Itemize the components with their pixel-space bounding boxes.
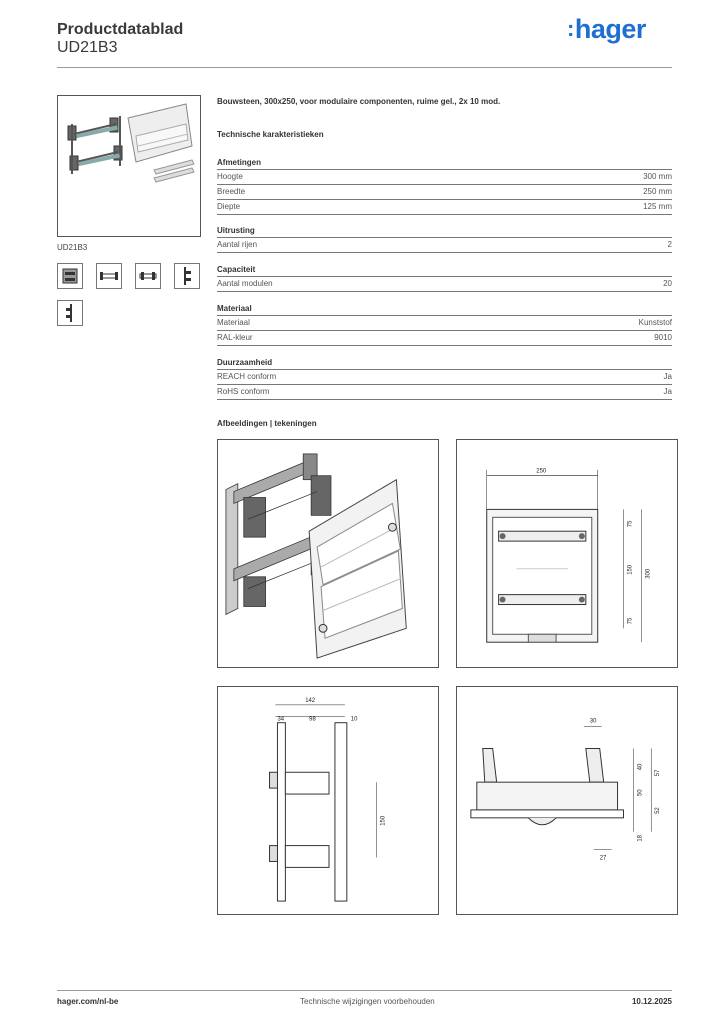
svg-text:75: 75 [627,617,634,625]
section-title: Materiaal [217,304,252,313]
section-title: Duurzaamheid [217,358,273,367]
spec-section-material [217,302,672,346]
product-description: Bouwsteen, 300x250, voor modulaire componenten, ruime gel., 2x 10 mod. [217,97,501,106]
view-side-icon[interactable] [96,263,122,289]
spec-row: REACH conform Ja [217,369,672,384]
spec-row: Aantal modulen 20 [217,276,672,292]
svg-text:52: 52 [655,807,662,814]
section-title: Uitrusting [217,226,255,235]
view-side-alt-icon[interactable] [135,263,161,289]
drawing-side-view [217,686,439,915]
footer-date: 10.12.2025 [631,997,672,1006]
spec-row: Breedte 250 mm [217,184,672,199]
svg-text:150: 150 [627,564,634,575]
images-heading: Afbeeldingen | tekeningen [217,419,317,428]
spec-row: RoHS conform Ja [217,384,672,400]
drawing-front-view [456,439,678,668]
spec-row: Aantal rijen 2 [217,237,672,253]
view-front-icon[interactable] [57,263,83,289]
section-title: Capaciteit [217,265,256,274]
product-code-label: UD21B3 [57,243,88,252]
svg-text:300: 300 [645,568,652,579]
svg-text:75: 75 [627,520,634,528]
footer-notice: Technische wijzigingen voorbehouden [300,997,435,1006]
header-divider [57,67,672,68]
svg-text:142: 142 [305,697,316,704]
hager-logo[interactable]: :hager [567,14,646,44]
svg-text:250: 250 [536,468,547,475]
spec-row: RAL-kleur 9010 [217,330,672,346]
svg-text:18: 18 [637,835,644,842]
section-title: Afmetingen [217,158,261,167]
drawing-top-section [456,686,678,915]
svg-text:10: 10 [350,716,358,723]
spec-row: Materiaal Kunststof [217,315,672,330]
website-link[interactable]: hager.com/nl-be [57,997,119,1006]
svg-text:150: 150 [380,815,387,826]
svg-text:50: 50 [637,789,644,797]
footer-divider [57,990,672,991]
spec-section-capacity [217,263,672,292]
drawing-3d-view [217,439,439,668]
svg-text:27: 27 [599,855,607,862]
spec-row: Diepte 125 mm [217,199,672,215]
view-profile-alt-icon[interactable] [57,300,83,326]
view-profile-icon[interactable] [174,263,200,289]
svg-text:30: 30 [589,718,597,725]
svg-text:40: 40 [637,763,644,771]
svg-text:34: 34 [277,716,285,723]
spec-section-dimensions [217,156,672,215]
svg-text:57: 57 [655,769,662,777]
product-image [57,95,201,237]
svg-text:98: 98 [309,716,316,723]
document-title: Productdatablad [57,21,184,38]
spec-section-equipment [217,224,672,253]
spec-row: Hoogte 300 mm [217,169,672,184]
tech-heading: Technische karakteristieken [217,130,324,139]
spec-section-sustainability [217,356,672,400]
product-code-heading: UD21B3 [57,39,118,56]
